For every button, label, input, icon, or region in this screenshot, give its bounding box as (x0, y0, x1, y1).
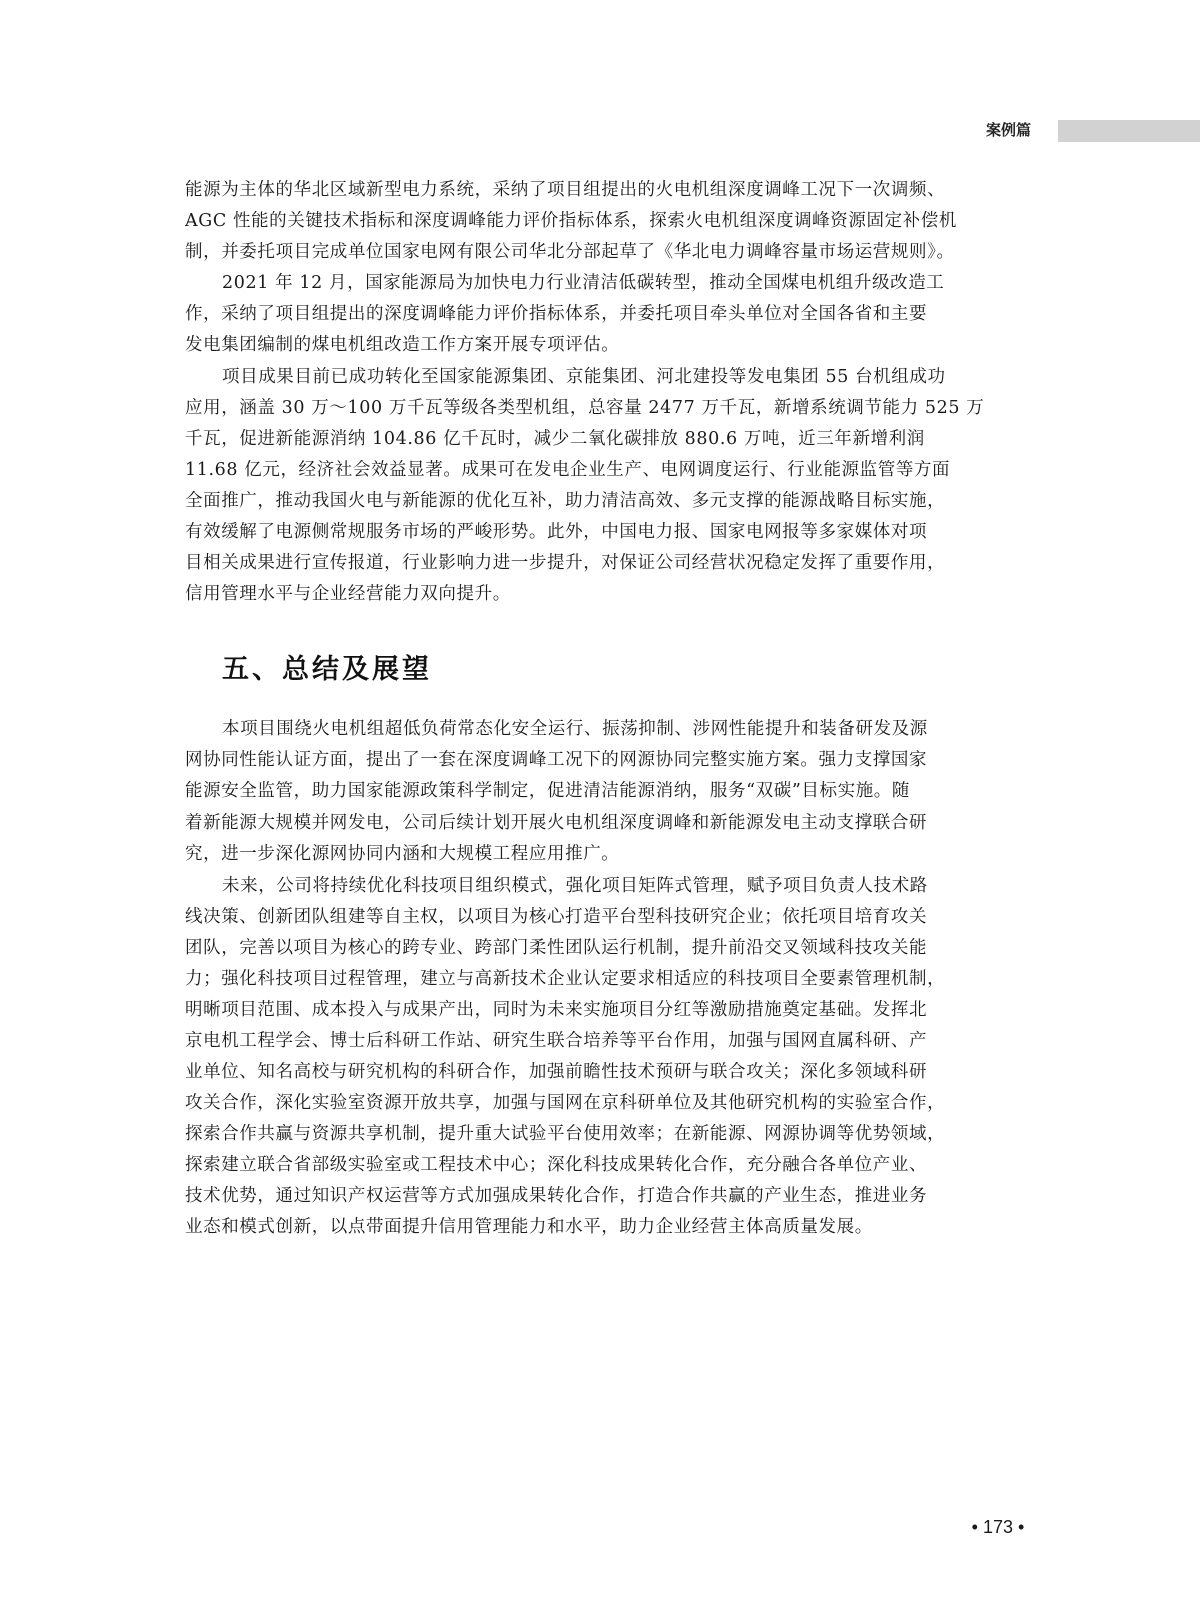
text-line: 信用管理水平与企业经营能力双向提升。 (185, 584, 511, 604)
text-line: 千瓦，促进新能源消纳 104.86 亿千瓦时，减少二氧化碳排放 880.6 万吨，近三年新增利润 (185, 429, 925, 449)
text-line: 发电集团编制的煤电机组改造工作方案开展专项评估。 (185, 335, 620, 355)
text-line: 业态和模式创新，以点带面提升信用管理能力和水平，助力企业经营主体高质量发展。 (185, 1217, 873, 1237)
section-heading: 五、总结及展望 (222, 654, 432, 685)
text-line: 网协同性能认证方面，提出了一套在深度调峰工况下的网源协同完整实施方案。强力支撑国家 (185, 750, 928, 770)
text-line: 线决策、创新团队组建等自主权，以项目为核心打造平台型科技研究企业；依托项目培育攻关 (185, 907, 928, 927)
text-line: 有效缓解了电源侧常规服务市场的严峻形势。此外，中国电力报、国家电网报等多家媒体对项 (185, 522, 928, 542)
text-line: 京电机工程学会、博士后科研工作站、研究生联合培养等平台作用，加强与国网直属科研、产 (185, 1031, 928, 1051)
header-bar (1058, 120, 1200, 142)
text-line: 未来，公司将持续优化科技项目组织模式，强化项目矩阵式管理，赋予项目负责人技术路 (222, 876, 928, 896)
header-section-label: 案例篇 (986, 121, 1032, 139)
text-line: 力；强化科技项目过程管理，建立与高新技术企业认定要求相适应的科技项目全要素管理机制， (185, 969, 946, 989)
text-line: 2021 年 12 月，国家能源局为加快电力行业清洁低碳转型，推动全国煤电机组升级改造工 (222, 273, 945, 293)
text-line: 11.68 亿元，经济社会效益显著。成果可在发电企业生产、电网调度运行、行业能源监管等方面 (185, 460, 951, 480)
text-line: 目相关成果进行宣传报道，行业影响力进一步提升，对保证公司经营状况稳定发挥了重要作用， (185, 553, 946, 573)
text-line: 究，进一步深化源网协同内涵和大规模工程应用推广。 (185, 844, 620, 864)
text-line: 作，采纳了项目组提出的深度调峰能力评价指标体系，并委托项目牵头单位对全国各省和主要 (185, 304, 928, 324)
text-line: 探索建立联合省部级实验室或工程技术中心；深化科技成果转化合作，充分融合各单位产业、 (185, 1155, 928, 1175)
text-line: 探索合作共赢与资源共享机制，提升重大试验平台使用效率；在新能源、网源协调等优势领域， (185, 1124, 946, 1144)
text-line: 能源安全监管，助力国家能源政策科学制定，促进清洁能源消纳，服务“双碳”目标实施。随 (185, 781, 910, 801)
page-number: • 173 • (971, 1517, 1025, 1537)
text-line: 着新能源大规模并网发电，公司后续计划开展火电机组深度调峰和新能源发电主动支撑联合研 (185, 813, 928, 833)
text-line: 明晰项目范围、成本投入与成果产出，同时为未来实施项目分红等激励措施奠定基础。发挥北 (185, 1000, 928, 1020)
text-line: 技术优势，通过知识产权运营等方式加强成果转化合作，打造合作共赢的产业生态，推进业务 (185, 1186, 928, 1206)
text-line: AGC 性能的关键技术指标和深度调峰能力评价指标体系，探索火电机组深度调峰资源固定补偿机 (185, 211, 957, 231)
text-line: 全面推广，推动我国火电与新能源的优化互补，助力清洁高效、多元支撑的能源战略目标实施， (185, 491, 946, 511)
text-line: 团队，完善以项目为核心的跨专业、跨部门柔性团队运行机制，提升前沿交叉领域科技攻关能 (185, 938, 928, 958)
text-line: 能源为主体的华北区域新型电力系统，采纳了项目组提出的火电机组深度调峰工况下一次调频、 (185, 180, 946, 200)
text-line: 应用，涵盖 30 万～100 万千瓦等级各类型机组，总容量 2477 万千瓦，新增系统调节能力 525 万 (185, 398, 985, 418)
text-line: 项目成果目前已成功转化至国家能源集团、京能集团、河北建投等发电集团 55 台机组成功 (222, 367, 946, 387)
text-line: 本项目围绕火电机组超低负荷常态化安全运行、振荡抑制、涉网性能提升和装备研发及源 (222, 719, 928, 739)
text-line: 攻关合作，深化实验室资源开放共享，加强与国网在京科研单位及其他研究机构的实验室合作， (185, 1093, 946, 1113)
text-line: 业单位、知名高校与研究机构的科研合作，加强前瞻性技术预研与联合攻关；深化多领域科研 (185, 1062, 928, 1082)
text-line: 制，并委托项目完成单位国家电网有限公司华北分部起草了《华北电力调峰容量市场运营规则》。 (185, 242, 955, 262)
